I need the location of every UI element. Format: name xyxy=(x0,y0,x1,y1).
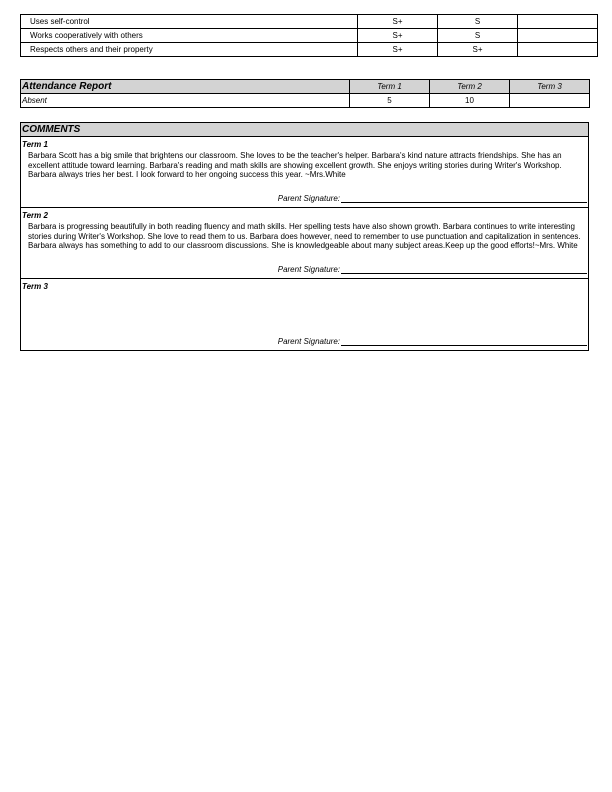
comments-section xyxy=(20,122,589,351)
term-comment-block xyxy=(21,137,588,208)
term1-absent: 5 xyxy=(350,94,430,108)
table-row xyxy=(21,94,590,108)
table-row xyxy=(21,15,598,29)
signature-label: Parent Signature: xyxy=(277,194,340,203)
term1-grade: S+ xyxy=(358,29,438,43)
term-label: Term 2 xyxy=(22,211,48,220)
term3-grade xyxy=(518,43,598,57)
table-row xyxy=(21,29,598,43)
term1-grade: S+ xyxy=(358,15,438,29)
term1-header: Term 1 xyxy=(350,80,430,94)
term3-grade xyxy=(518,15,598,29)
attendance-title: Attendance Report xyxy=(21,80,350,94)
term2-grade: S xyxy=(438,29,518,43)
table-row xyxy=(21,43,598,57)
behavior-label: Respects others and their property xyxy=(21,43,358,57)
attendance-table xyxy=(20,79,590,108)
signature-line[interactable] xyxy=(341,265,587,274)
term-label: Term 3 xyxy=(22,282,48,291)
signature-label: Parent Signature: xyxy=(277,265,340,274)
term-comment-block xyxy=(21,279,588,350)
behavior-label: Works cooperatively with others xyxy=(21,29,358,43)
term-comment-block xyxy=(21,208,588,279)
term2-header: Term 2 xyxy=(430,80,510,94)
term3-header: Term 3 xyxy=(510,80,590,94)
attendance-header-row xyxy=(21,80,590,94)
signature-label: Parent Signature: xyxy=(277,337,340,346)
parent-signature xyxy=(278,194,587,203)
term1-grade: S+ xyxy=(358,43,438,57)
term2-grade: S+ xyxy=(438,43,518,57)
signature-line[interactable] xyxy=(341,337,587,346)
parent-signature xyxy=(278,337,587,346)
behavior-label: Uses self-control xyxy=(21,15,358,29)
term-comment-text: Barbara Scott has a big smile that brightens our classroom. She loves to be the teacher's helper. Barbara's kind nature attracts friendships. She has an excellent attitude toward learning. Barbara's reading and math skills are showing excellent growth. She enjoys writing stories during Writer's Workshop. Barbara always tries her best. I look forward to her ongoing success this year. ~Mrs.White xyxy=(28,151,562,179)
parent-signature xyxy=(278,265,587,274)
term3-absent xyxy=(510,94,590,108)
term3-grade xyxy=(518,29,598,43)
term-comment-text: Barbara is progressing beautifully in both reading fluency and math skills. Her spelling tests have also shown growth. Barbara continues to write interesting stories during Writer's Workshop. She love to read them to us. Barbara does however, need to remember to use punctuation and capitalization in sentences. Barbara always has something to add to our classroom discussions. She is knowledgeable about many subject areas.Keep up the good efforts!~Mrs. White xyxy=(28,222,581,250)
term2-grade: S xyxy=(438,15,518,29)
term-label: Term 1 xyxy=(22,140,48,149)
term2-absent: 10 xyxy=(430,94,510,108)
absent-label: Absent xyxy=(21,94,350,108)
signature-line[interactable] xyxy=(341,194,587,203)
comments-title: COMMENTS xyxy=(21,123,588,137)
behavior-table xyxy=(20,14,598,57)
